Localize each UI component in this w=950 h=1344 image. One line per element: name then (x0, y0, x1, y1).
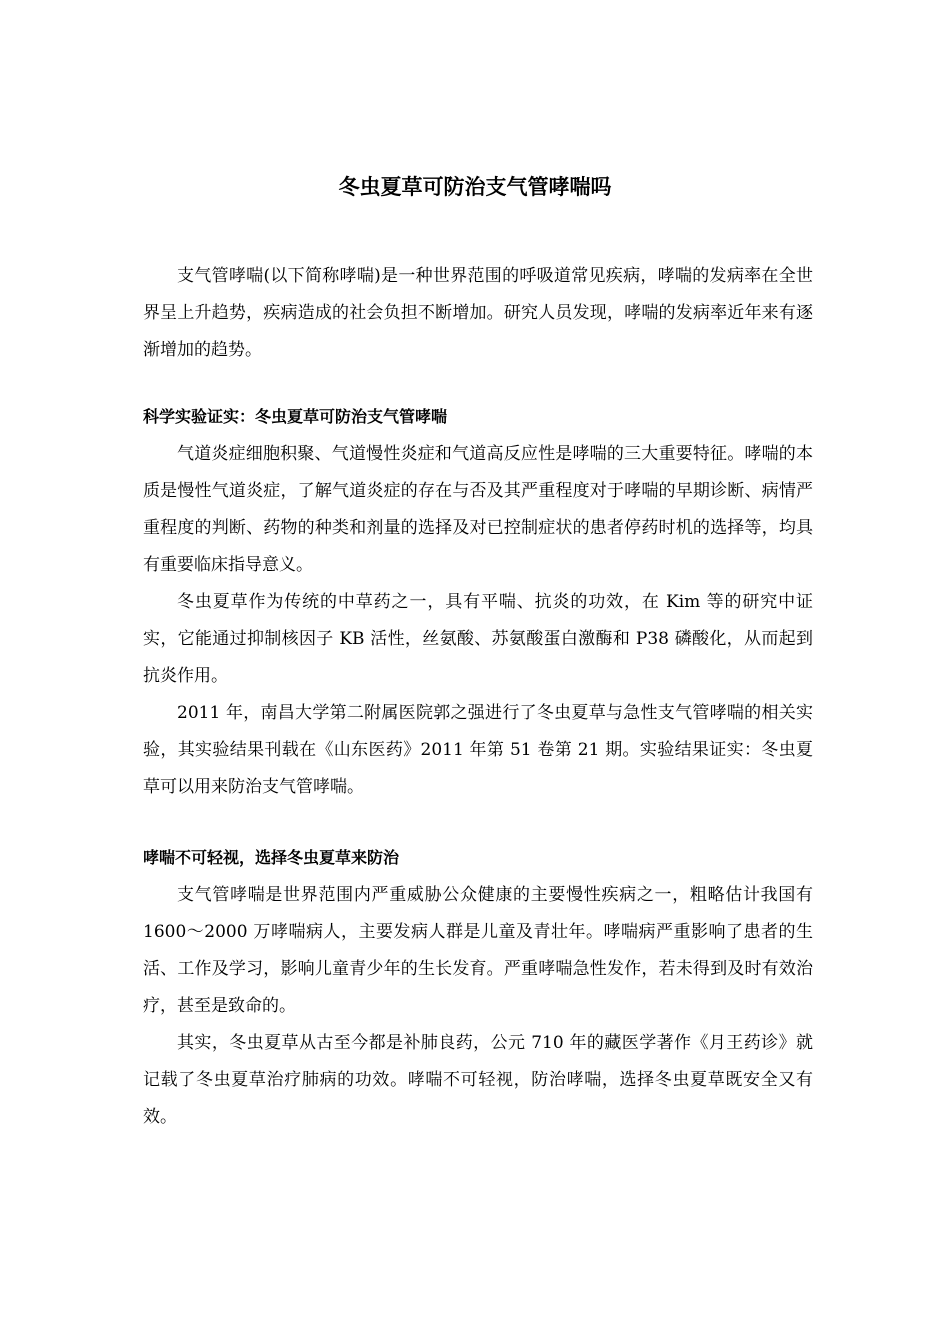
paragraph: 2011 年，南昌大学第二附属医院郭之强进行了冬虫夏草与急性支气管哮喘的相关实验，其实验结果刊载在《山东医药》2011 年第 51 卷第 21 期。实验结果证实：冬虫夏草可以用来防治支气管哮喘。 (143, 703, 813, 797)
section-body-prevention (143, 877, 813, 1136)
paragraph: 其实，冬虫夏草从古至今都是补肺良药，公元 710 年的藏医学著作《月王药诊》就记载了冬虫夏草治疗肺病的功效。哮喘不可轻视，防治哮喘，选择冬虫夏草既安全又有效。 (143, 1033, 813, 1127)
section-body-evidence (143, 436, 813, 806)
document-title: 冬虫夏草可防治支气管哮喘吗 (338, 175, 612, 199)
intro-block (143, 258, 813, 369)
paragraph: 冬虫夏草作为传统的中草药之一，具有平喘、抗炎的功效，在 Kim 等的研究中证实，它能通过抑制核因子 KB 活性，丝氨酸、苏氨酸蛋白激酶和 P38 磷酸化，从而起到抗炎作用。 (143, 592, 813, 686)
intro-paragraph: 支气管哮喘(以下简称哮喘)是一种世界范围的呼吸道常见疾病，哮喘的发病率在全世界呈上升趋势，疾病造成的社会负担不断增加。研究人员发现，哮喘的发病率近年来有逐渐增加的趋势。 (143, 266, 813, 360)
section-heading-evidence: 科学实验证实：冬虫夏草可防治支气管哮喘 (143, 407, 448, 426)
paragraph: 气道炎症细胞积聚、气道慢性炎症和气道高反应性是哮喘的三大重要特征。哮喘的本质是慢性气道炎症，了解气道炎症的存在与否及其严重程度对于哮喘的早期诊断、病情严重程度的判断、药物的种类和剂量的选择及对已控制症状的患者停药时机的选择等，均具有重要临床指导意义。 (143, 444, 813, 575)
paragraph: 支气管哮喘是世界范围内严重威胁公众健康的主要慢性疾病之一，粗略估计我国有 1600～2000 万哮喘病人，主要发病人群是儿童及青壮年。哮喘病严重影响了患者的生活、工作及学习，影响儿童青少年的生长发育。严重哮喘急性发作，若未得到及时有效治疗，甚至是致命的。 (143, 885, 813, 1016)
section-heading-prevention: 哮喘不可轻视，选择冬虫夏草来防治 (143, 848, 400, 867)
